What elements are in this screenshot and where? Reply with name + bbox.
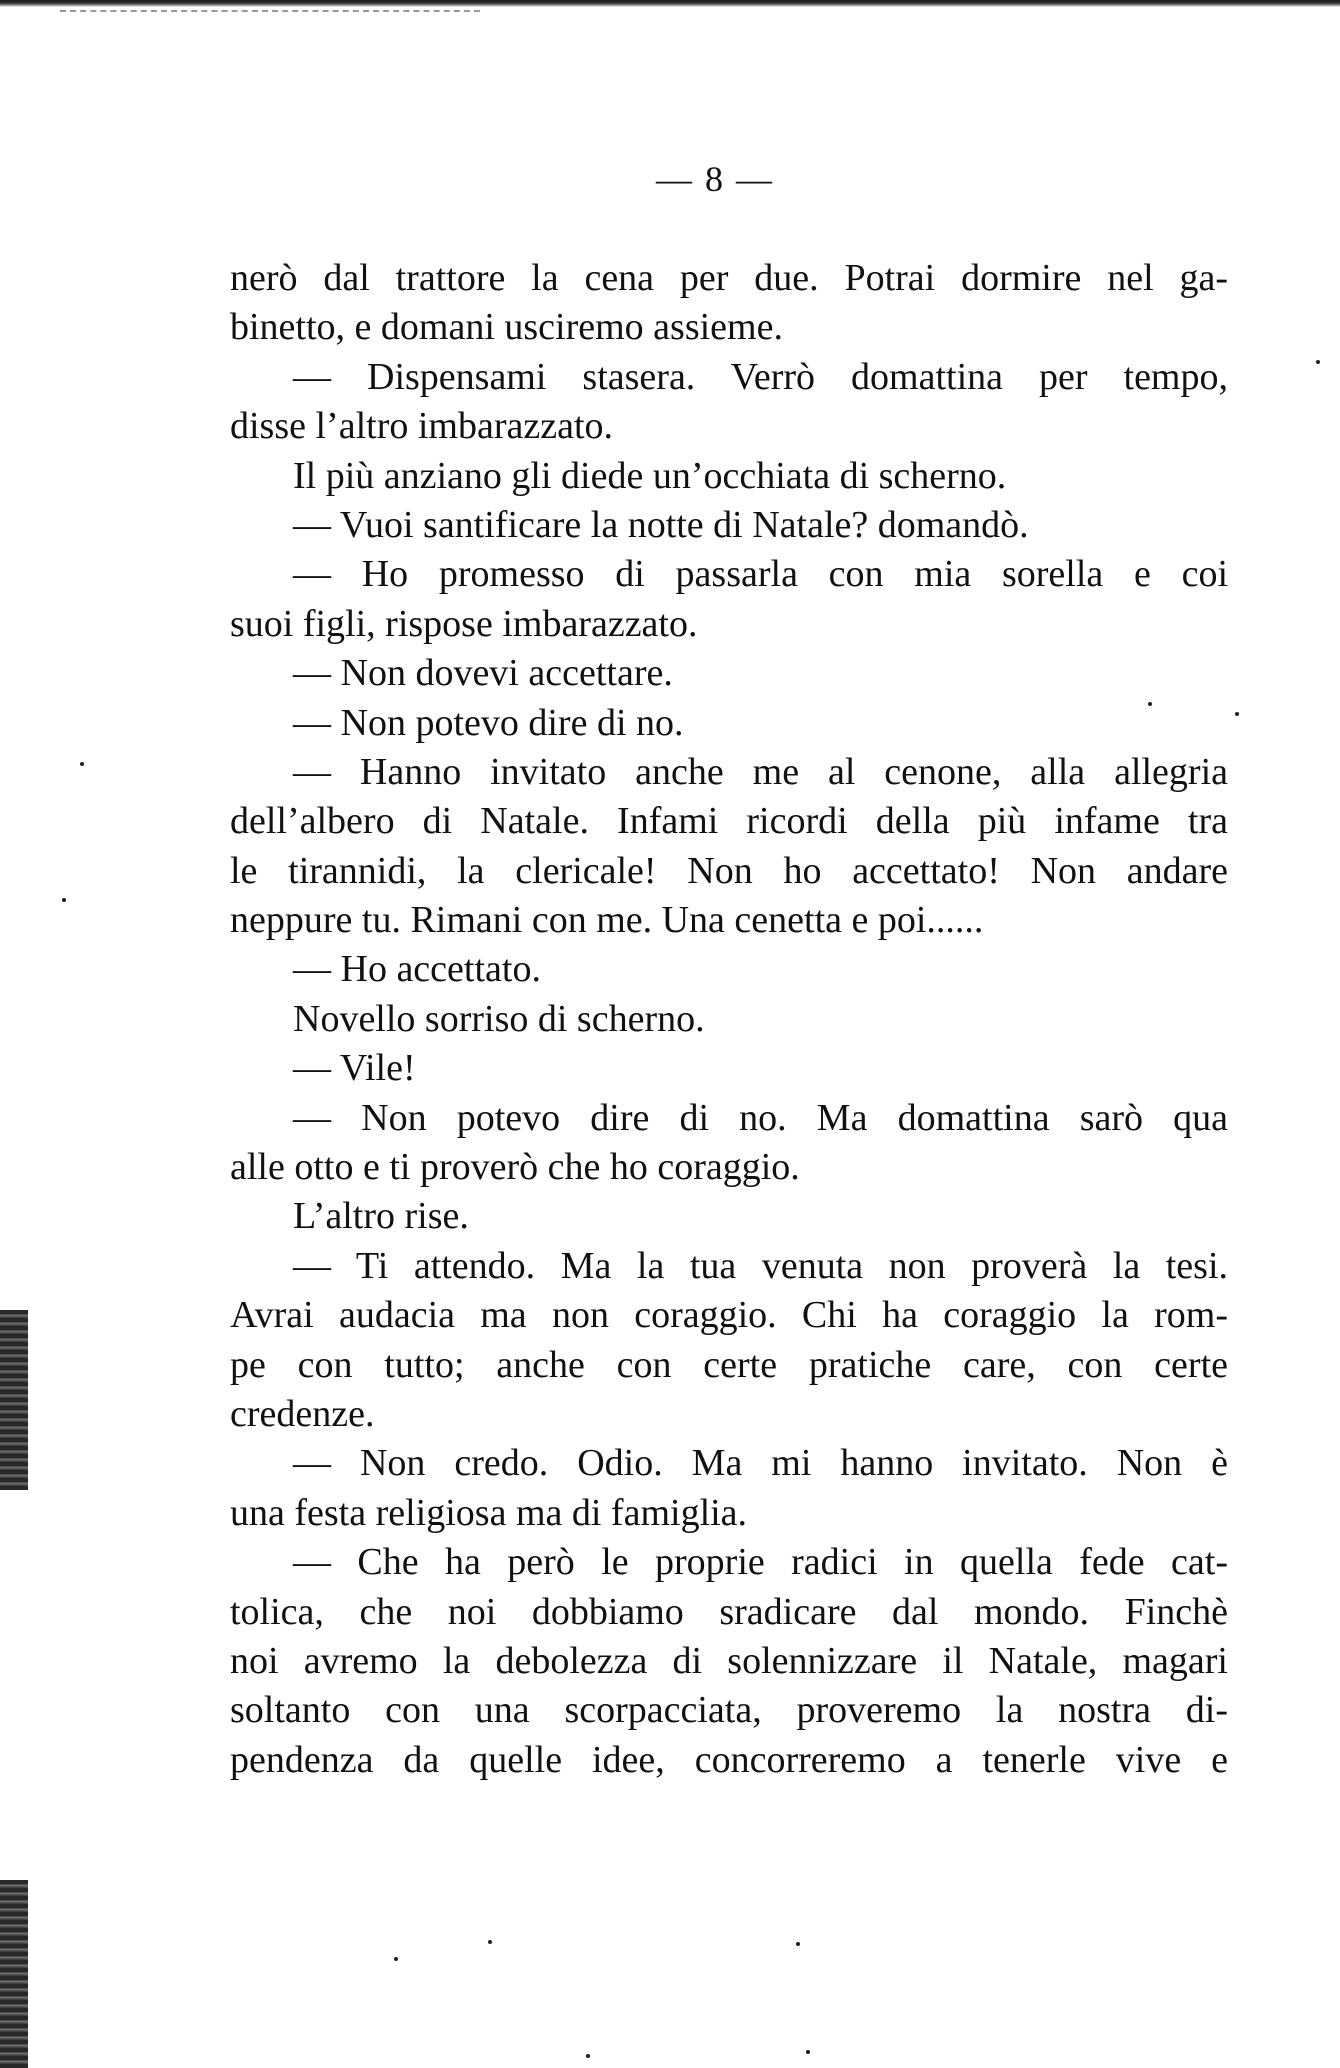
text-line: Avrai audacia ma non coraggio. Chi ha coraggio la rom-	[230, 1294, 1228, 1337]
text-line: — Non potevo dire di no.	[293, 701, 684, 744]
text-line: dell’albero di Natale. Infami ricordi della più infame tra	[230, 800, 1228, 843]
scan-binding-mark	[0, 1880, 28, 2068]
scan-top-edge	[0, 0, 1340, 7]
scan-speck	[1316, 360, 1320, 364]
scan-speck	[806, 2050, 810, 2054]
text-line: — Non credo. Odio. Ma mi hanno invitato. Non è	[293, 1442, 1228, 1485]
page-number: — 8 —	[656, 159, 774, 199]
text-line: — Ti attendo. Ma la tua venuta non proverà la tesi.	[293, 1244, 1228, 1287]
text-line: Novello sorriso di scherno.	[293, 997, 705, 1040]
text-line: soltanto con una scorpacciata, proveremo la nostra di-	[230, 1689, 1228, 1732]
text-line: binetto, e domani usciremo assieme.	[230, 306, 783, 349]
text-line: L’altro rise.	[293, 1195, 469, 1238]
text-line: — Hanno invitato anche me al cenone, alla allegria	[293, 750, 1228, 793]
scan-speck	[80, 762, 84, 766]
scan-speck	[488, 1940, 492, 1944]
text-line: noi avremo la debolezza di solennizzare il Natale, magari	[230, 1639, 1228, 1682]
text-line: — Ho promesso di passarla con mia sorella e coi	[293, 553, 1228, 596]
text-line: nerò dal trattore la cena per due. Potrai dormire nel ga-	[230, 257, 1228, 299]
text-line: — Che ha però le proprie radici in quella fede cat-	[293, 1541, 1228, 1584]
text-line: — Ho accettato.	[293, 948, 541, 991]
text-line: suoi figli, rispose imbarazzato.	[230, 602, 698, 645]
text-line: — Vuoi santificare la notte di Natale? domandò.	[293, 503, 1029, 546]
scan-speck	[586, 2054, 590, 2058]
text-line: le tirannidi, la clericale! Non ho accettato! Non andare	[230, 849, 1228, 892]
text-line: — Non potevo dire di no. Ma domattina sarò qua	[293, 1096, 1228, 1139]
text-line: neppure tu. Rimani con me. Una cenetta e poi......	[230, 899, 984, 942]
text-line: disse l’altro imbarazzato.	[230, 405, 614, 448]
text-line: — Dispensami stasera. Verrò domattina per tempo,	[293, 355, 1228, 398]
text-line: pendenza da quelle idee, concorreremo a tenerle vive e	[230, 1738, 1228, 1781]
text-line: — Non dovevi accettare.	[293, 652, 673, 695]
scan-speck	[394, 1957, 398, 1961]
text-line: — Vile!	[293, 1047, 416, 1090]
text-line: pe con tutto; anche con certe pratiche care, con certe	[230, 1343, 1228, 1386]
text-line: alle otto e ti proverò che ho coraggio.	[230, 1146, 800, 1189]
scan-binding-mark	[0, 1310, 28, 1490]
scan-speck	[62, 898, 66, 902]
text-line: Il più anziano gli diede un’occhiata di scherno.	[293, 454, 1007, 497]
text-line: credenze.	[230, 1392, 375, 1435]
body-text	[230, 254, 1228, 1785]
text-line: tolica, che noi dobbiamo sradicare dal mondo. Finchè	[230, 1590, 1228, 1633]
scan-speck	[1235, 712, 1239, 716]
scan-edge-fray	[60, 10, 480, 15]
text-line: una festa religiosa ma di famiglia.	[230, 1491, 748, 1534]
scan-speck	[796, 1942, 800, 1946]
